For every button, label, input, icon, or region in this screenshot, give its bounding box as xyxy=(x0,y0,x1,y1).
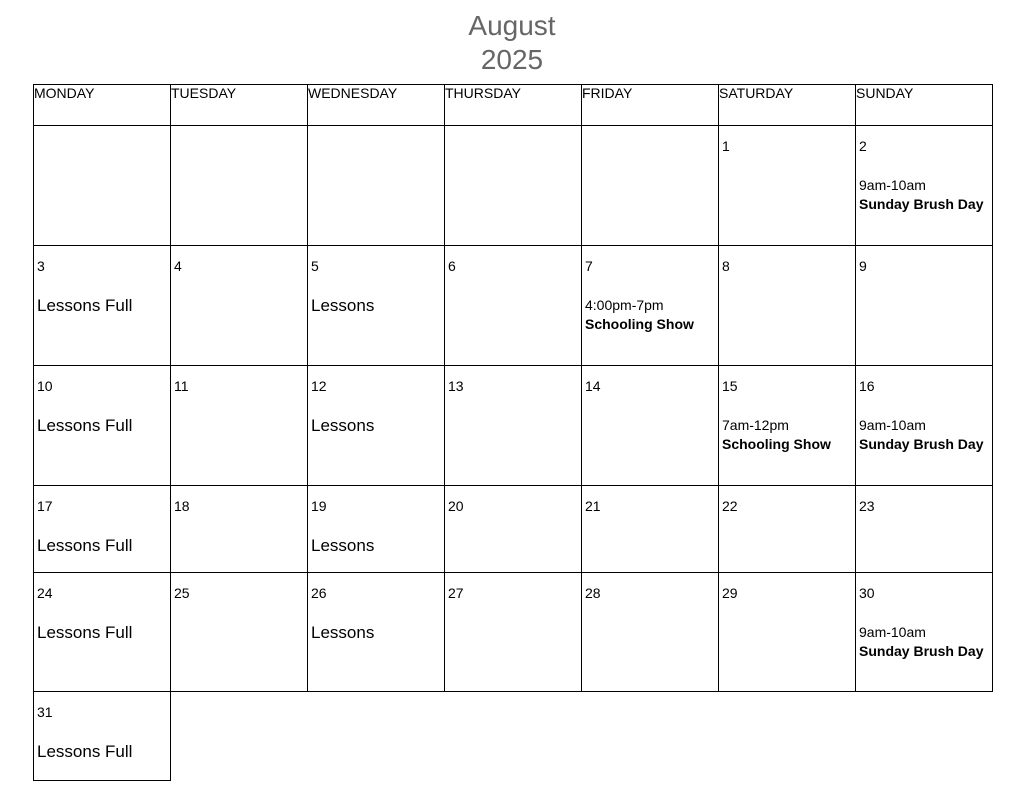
day-number: 21 xyxy=(585,498,601,514)
empty-day-cell xyxy=(582,126,719,246)
day-number: 18 xyxy=(174,498,190,514)
event-time: 9am-10am xyxy=(859,177,926,193)
day-cell[interactable] xyxy=(34,246,171,366)
empty-day-cell xyxy=(719,692,856,781)
event-name: Sunday Brush Day xyxy=(859,436,984,452)
week-row xyxy=(34,246,993,366)
weekday-saturday: SATURDAY xyxy=(719,85,856,126)
day-cell[interactable] xyxy=(445,246,582,366)
day-number: 15 xyxy=(722,378,738,394)
day-number: 6 xyxy=(448,258,456,274)
day-cell[interactable] xyxy=(308,366,445,486)
day-cell[interactable] xyxy=(719,366,856,486)
day-number: 14 xyxy=(585,378,601,394)
day-cell[interactable] xyxy=(719,246,856,366)
weekday-monday: MONDAY xyxy=(34,85,171,126)
day-cell[interactable] xyxy=(171,573,308,692)
event-name: Schooling Show xyxy=(585,316,694,332)
day-number: 20 xyxy=(448,498,464,514)
day-number: 11 xyxy=(174,378,189,394)
day-number: 26 xyxy=(311,585,327,601)
day-cell[interactable] xyxy=(856,246,993,366)
lessons-note: Lessons xyxy=(311,623,375,642)
day-cell[interactable] xyxy=(34,573,171,692)
calendar-event[interactable] xyxy=(585,296,718,334)
empty-day-cell xyxy=(308,692,445,781)
day-cell[interactable] xyxy=(582,573,719,692)
day-cell[interactable] xyxy=(582,486,719,573)
empty-day-cell xyxy=(34,126,171,246)
event-time: 7am-12pm xyxy=(722,417,789,433)
empty-day-cell xyxy=(582,692,719,781)
day-cell[interactable] xyxy=(171,366,308,486)
day-cell[interactable] xyxy=(171,486,308,573)
day-cell[interactable] xyxy=(308,246,445,366)
event-time: 9am-10am xyxy=(859,417,926,433)
day-cell[interactable] xyxy=(856,126,993,246)
day-number: 25 xyxy=(174,585,190,601)
calendar-event[interactable] xyxy=(859,416,992,454)
year-label: 2025 xyxy=(480,44,544,75)
lessons-note: Lessons xyxy=(311,296,375,315)
lessons-note: Lessons xyxy=(311,416,375,435)
day-cell[interactable] xyxy=(856,486,993,573)
day-cell[interactable] xyxy=(34,692,171,781)
event-name: Sunday Brush Day xyxy=(859,196,984,212)
day-number: 12 xyxy=(311,378,327,394)
empty-day-cell xyxy=(445,692,582,781)
day-cell[interactable] xyxy=(719,486,856,573)
day-number: 7 xyxy=(585,258,593,274)
weekday-header-row xyxy=(34,85,993,126)
event-name: Schooling Show xyxy=(722,436,831,452)
day-number: 24 xyxy=(37,585,53,601)
day-number: 22 xyxy=(722,498,738,514)
day-cell[interactable] xyxy=(171,246,308,366)
weekday-wednesday: WEDNESDAY xyxy=(308,85,445,126)
lessons-note: Lessons Full xyxy=(37,416,133,435)
weekday-tuesday: TUESDAY xyxy=(171,85,308,126)
day-cell[interactable] xyxy=(445,573,582,692)
day-number: 1 xyxy=(722,138,730,154)
day-cell[interactable] xyxy=(582,246,719,366)
week-row xyxy=(34,126,993,246)
day-cell[interactable] xyxy=(856,573,993,692)
weekday-sunday: SUNDAY xyxy=(856,85,993,126)
calendar-title xyxy=(0,9,1024,77)
day-cell[interactable] xyxy=(445,486,582,573)
day-cell[interactable] xyxy=(582,366,719,486)
day-cell[interactable] xyxy=(308,573,445,692)
empty-day-cell xyxy=(445,126,582,246)
week-row xyxy=(34,366,993,486)
lessons-note: Lessons Full xyxy=(37,623,133,642)
event-name: Sunday Brush Day xyxy=(859,643,984,659)
day-number: 19 xyxy=(311,498,327,514)
lessons-note: Lessons Full xyxy=(37,536,133,555)
day-number: 8 xyxy=(722,258,730,274)
event-time: 4:00pm-7pm xyxy=(585,297,664,313)
day-number: 17 xyxy=(37,498,53,514)
weekday-thursday: THURSDAY xyxy=(445,85,582,126)
week-row xyxy=(34,573,993,692)
day-number: 4 xyxy=(174,258,182,274)
day-number: 5 xyxy=(311,258,319,274)
day-number: 23 xyxy=(859,498,875,514)
day-cell[interactable] xyxy=(308,486,445,573)
empty-day-cell xyxy=(171,126,308,246)
month-label: August xyxy=(468,10,556,41)
day-number: 3 xyxy=(37,258,45,274)
day-number: 16 xyxy=(859,378,875,394)
empty-day-cell xyxy=(856,692,993,781)
day-number: 9 xyxy=(859,258,867,274)
lessons-note: Lessons xyxy=(311,536,375,555)
lessons-note: Lessons Full xyxy=(37,742,133,761)
empty-day-cell xyxy=(308,126,445,246)
calendar-event[interactable] xyxy=(859,176,992,214)
calendar-event[interactable] xyxy=(722,416,855,454)
calendar-grid xyxy=(33,84,993,781)
day-cell[interactable] xyxy=(856,366,993,486)
lessons-note: Lessons Full xyxy=(37,296,133,315)
day-number: 28 xyxy=(585,585,601,601)
day-cell[interactable] xyxy=(34,366,171,486)
day-number: 10 xyxy=(37,378,53,394)
day-number: 13 xyxy=(448,378,464,394)
day-cell[interactable] xyxy=(445,366,582,486)
day-number: 29 xyxy=(722,585,738,601)
event-time: 9am-10am xyxy=(859,624,926,640)
calendar-event[interactable] xyxy=(859,623,992,661)
empty-day-cell xyxy=(171,692,308,781)
day-cell[interactable] xyxy=(34,486,171,573)
week-row xyxy=(34,486,993,573)
day-number: 31 xyxy=(37,704,53,720)
day-number: 30 xyxy=(859,585,875,601)
day-number: 27 xyxy=(448,585,464,601)
day-number: 2 xyxy=(859,138,867,154)
day-cell[interactable] xyxy=(719,573,856,692)
week-row xyxy=(34,692,993,781)
day-cell[interactable] xyxy=(719,126,856,246)
weekday-friday: FRIDAY xyxy=(582,85,719,126)
